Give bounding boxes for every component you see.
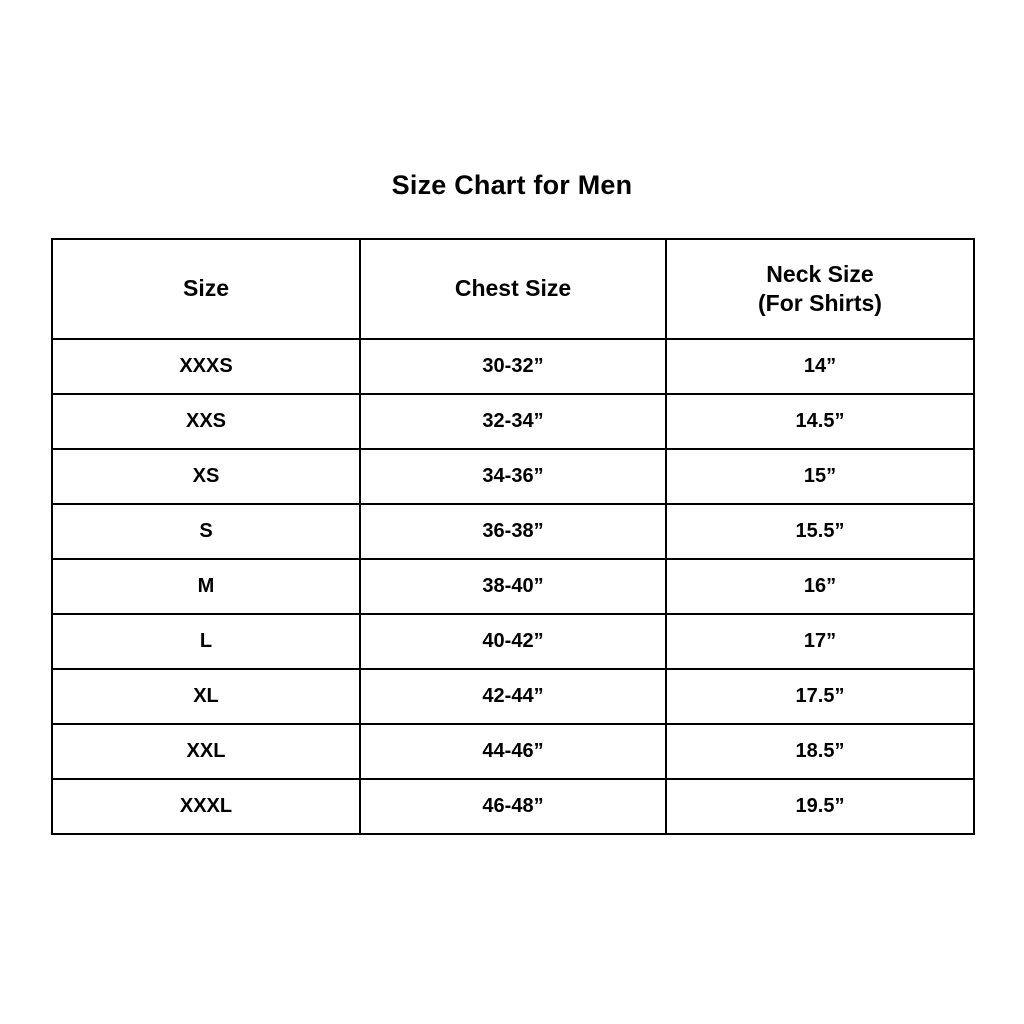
cell-size: L [52,614,360,669]
column-header-neck-label: Neck Size [766,260,874,287]
table-row [52,559,974,614]
cell-neck: 15.5” [666,504,974,559]
cell-size: XXXS [52,339,360,394]
table-row [52,614,974,669]
size-chart-table [51,238,975,835]
table-body [52,339,974,834]
cell-chest: 40-42” [360,614,666,669]
cell-neck: 14” [666,339,974,394]
cell-chest: 34-36” [360,449,666,504]
cell-neck: 15” [666,449,974,504]
cell-neck: 14.5” [666,394,974,449]
page-title: Size Chart for Men [391,170,633,200]
cell-size: M [52,559,360,614]
cell-size: XL [52,669,360,724]
column-header-size [52,239,360,339]
table-row [52,339,974,394]
table-row [52,669,974,724]
table-row [52,394,974,449]
table-header [52,239,974,339]
column-header-neck-sublabel: (For Shirts) [758,290,882,316]
column-header-neck [666,239,974,339]
cell-neck: 17.5” [666,669,974,724]
cell-size: XXL [52,724,360,779]
cell-chest: 36-38” [360,504,666,559]
table-row [52,449,974,504]
cell-size: XXXL [52,779,360,834]
cell-neck: 17” [666,614,974,669]
table-row [52,724,974,779]
cell-size: XS [52,449,360,504]
cell-chest: 46-48” [360,779,666,834]
cell-neck: 16” [666,559,974,614]
column-header-size-label: Size [182,275,230,302]
column-header-chest [360,239,666,339]
cell-chest: 38-40” [360,559,666,614]
cell-chest: 30-32” [360,339,666,394]
cell-size: S [52,504,360,559]
cell-size: XXS [52,394,360,449]
column-header-chest-label: Chest Size [454,275,572,302]
cell-chest: 44-46” [360,724,666,779]
table-header-row [52,239,974,339]
size-chart-table-container [51,238,973,835]
table-row [52,504,974,559]
cell-neck: 18.5” [666,724,974,779]
table-row [52,779,974,834]
cell-chest: 32-34” [360,394,666,449]
cell-chest: 42-44” [360,669,666,724]
cell-neck: 19.5” [666,779,974,834]
